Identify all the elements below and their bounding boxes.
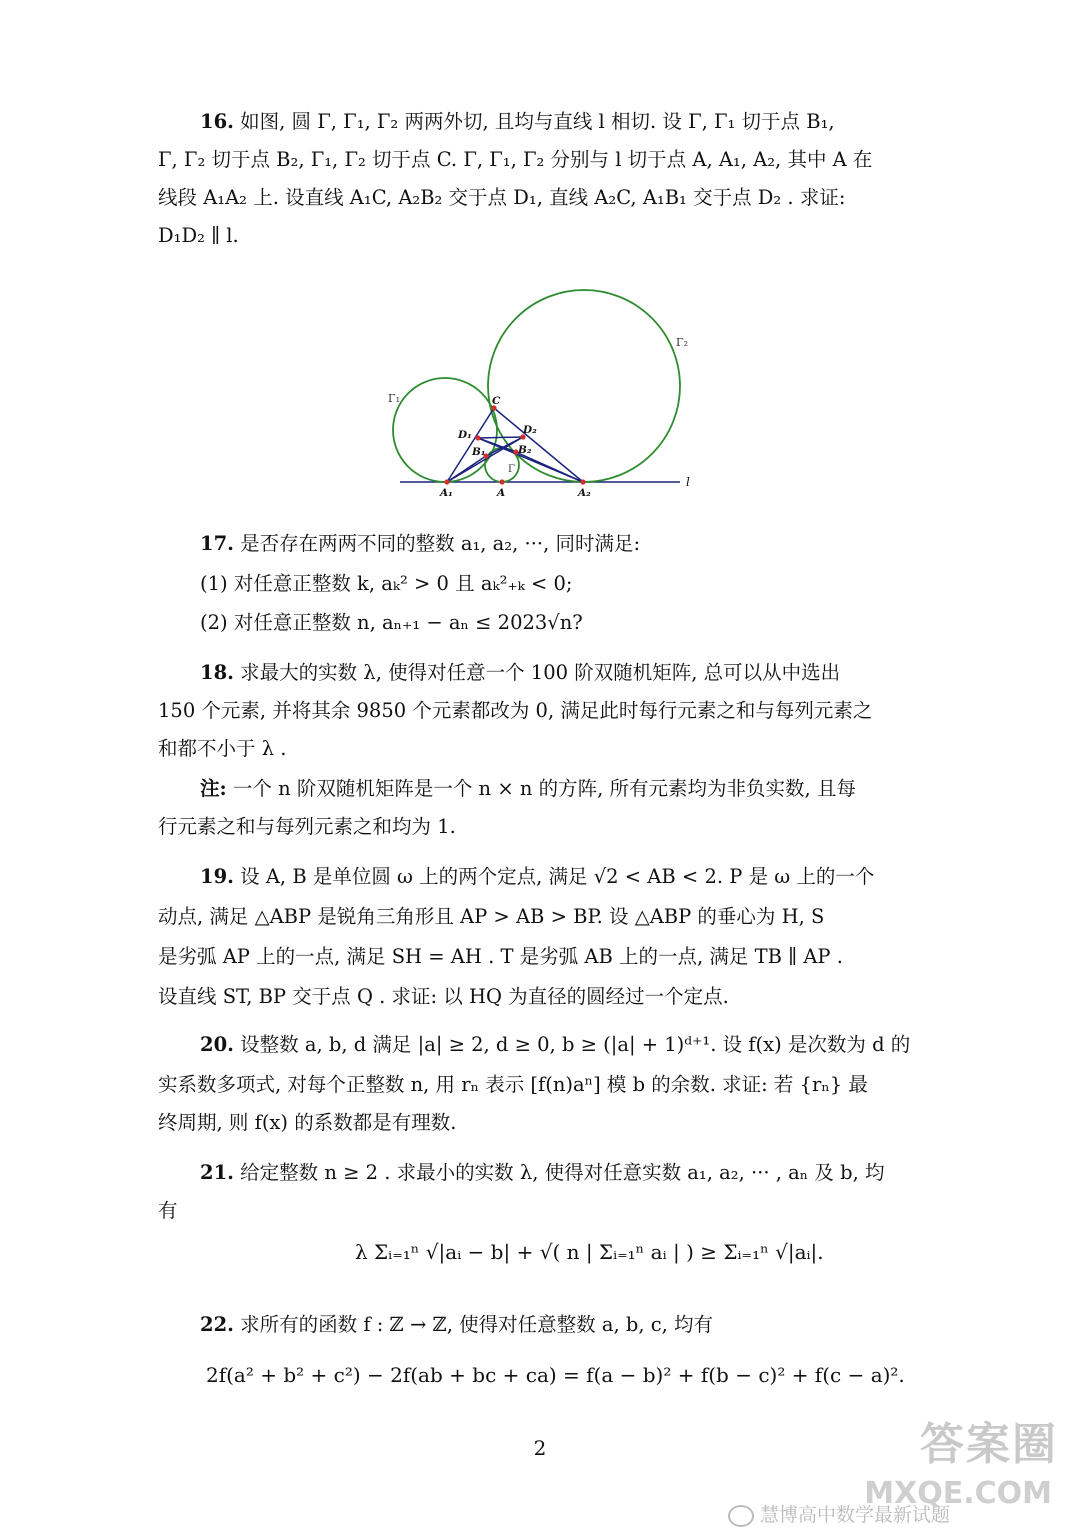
problem-20-line-3: 终周期, 则 f(x) 的系数都是有理数. [158,1111,457,1134]
problem-18-line-3: 和都不小于 λ . [158,737,287,760]
problem-18-note-line-2: 行元素之和与每列元素之和均为 1. [158,815,456,838]
problem-21-formula: λ Σᵢ₌₁ⁿ √|aᵢ − b| + √( n | Σᵢ₌₁ⁿ aᵢ | ) ≥ Σᵢ₌₁ⁿ √|aᵢ|. [355,1240,824,1264]
problem-22: 22. 求所有的函数 f : ℤ → ℤ, 使得对任意整数 a, b, c, 均有 [200,1313,714,1336]
problem-22-formula: 2f(a² + b² + c²) − 2f(ab + bc + ca) = f(a − b)² + f(b − c)² + f(c − a)². [206,1363,905,1387]
page-number: 2 [533,1436,547,1460]
watermark-logo: 答案圈 [920,1419,1058,1470]
label-A2: A₂ [578,487,591,499]
label-A: A [497,487,506,499]
problem-19-line-3: 是劣弧 AP 上的一点, 满足 SH = AH . T 是劣弧 AB 上的一点, 满足 TB ∥ AP . [158,945,843,968]
problem-17: 17. 是否存在两两不同的整数 a₁, a₂, ···, 同时满足: [200,532,641,555]
circle-gamma1 [393,378,497,482]
problem-21-line-2: 有 [158,1199,178,1222]
label-B1: B₁ [472,446,486,458]
label-gamma1: Γ₁ [388,392,401,405]
label-B2: B₂ [518,444,532,456]
label-l: l [686,475,690,489]
label-A1: A₁ [440,487,453,499]
problem-18: 18. 求最大的实数 λ, 使得对任意一个 100 阶双随机矩阵, 总可以从中选出 [200,661,841,684]
problem-16-line-2: Γ, Γ₂ 切于点 B₂, Γ₁, Γ₂ 切于点 C. Γ, Γ₁, Γ₂ 分别与 l 切于点 A, A₁, A₂, 其中 A 在 [158,148,873,171]
label-D2: D₂ [523,424,537,436]
wechat-icon [728,1505,754,1527]
problem-16 [158,103,923,141]
problem-17-condition-2: (2) 对任意正整数 n, aₙ₊₁ − aₙ ≤ 2023√n? [200,611,583,634]
problem-18-note: 注: 一个 n 阶双随机矩阵是一个 n × n 的方阵, 所有元素均为非负实数, 且每 [200,777,856,800]
label-gamma2: Γ₂ [676,336,689,349]
problem-16-line-3: 线段 A₁A₂ 上. 设直线 A₁C, A₂B₂ 交于点 D₁, 直线 A₂C, A₁B₁ 交于点 D₂ . 求证: [158,186,846,209]
problem-16-line-1: 16. 如图, 圆 Γ, Γ₁, Γ₂ 两两外切, 且均与直线 l 相切. 设 Γ, Γ₁ 切于点 B₁, [200,110,835,133]
problem-21: 21. 给定整数 n ≥ 2 . 求最小的实数 λ, 使得对任意实数 a₁, a₂, ··· , aₙ 及 b, 均 [200,1161,885,1184]
problem-19: 19. 设 A, B 是单位圆 ω 上的两个定点, 满足 √2 < AB < 2. P 是 ω 上的一个 [200,865,875,888]
problem-18-line-2: 150 个元素, 并将其余 9850 个元素都改为 0, 满足此时每行元素之和与每列元素之 [158,699,873,722]
points [444,405,585,484]
problem-19-line-4: 设直线 ST, BP 交于点 Q . 求证: 以 HQ 为直径的圆经过一个定点. [158,985,729,1008]
watermark-text: 慧博高中数学最新试题 [728,1500,950,1527]
tangent-circles-figure [380,280,710,510]
problem-20-line-2: 实系数多项式, 对每个正整数 n, 用 rₙ 表示 [f(n)aⁿ] 模 b 的余数. 求证: 若 {rₙ} 最 [158,1073,868,1096]
construction-lines [447,408,583,482]
problem-16-line-4: D₁D₂ ∥ l. [158,224,239,247]
label-C: C [492,395,501,407]
problem-19-line-2: 动点, 满足 △ABP 是锐角三角形且 AP > AB > BP. 设 △ABP 的垂心为 H, S [158,905,825,928]
problem-17-condition-1: (1) 对任意正整数 k, aₖ² > 0 且 aₖ²₊ₖ < 0; [200,572,573,595]
label-D1: D₁ [458,429,472,441]
watermark-site: MXQE.COM [864,1476,1052,1511]
label-gamma: Γ [508,464,515,475]
problem-20: 20. 设整数 a, b, d 满足 |a| ≥ 2, d ≥ 0, b ≥ (|a| + 1)ᵈ⁺¹. 设 f(x) 是次数为 d 的 [200,1033,911,1056]
